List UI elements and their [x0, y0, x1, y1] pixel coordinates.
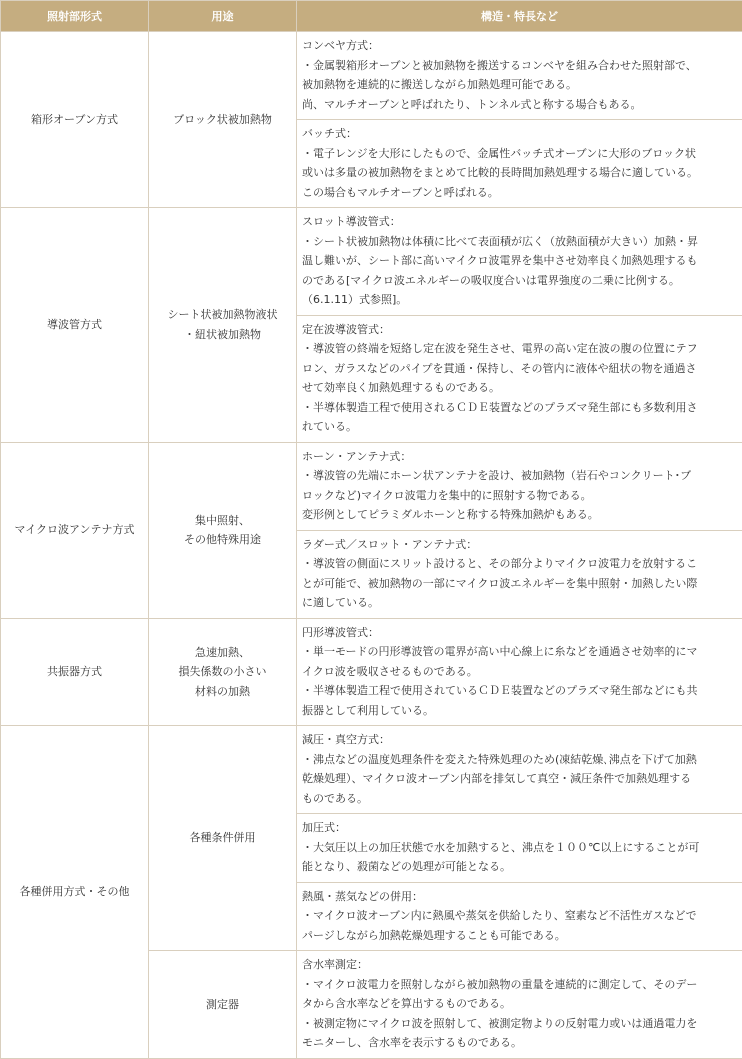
table-row: [1, 208, 742, 316]
table-row: [1, 726, 742, 814]
use-cell: [149, 32, 297, 208]
feature-title: 含水率測定：: [302, 955, 738, 975]
feature-line: れている。: [302, 417, 738, 437]
feature-cell: [297, 315, 742, 442]
method-cell: [1, 32, 149, 208]
feature-title: コンベヤ方式：: [302, 36, 738, 56]
use-cell: [149, 618, 297, 726]
feature-title: ラダー式／スロット・アンテナ式：: [302, 535, 738, 555]
feature-line: ・マイクロ波電力を照射しながら被加熱物の重量を連続的に測定して、そのデー: [302, 975, 738, 995]
use-label: その他特殊用途: [149, 530, 296, 550]
feature-line: に適している。: [302, 593, 738, 613]
feature-cell: [297, 120, 742, 208]
method-cell: [1, 208, 149, 443]
feature-line: この場合もマルチオーブンと呼ばれる。: [302, 183, 738, 203]
feature-line: 能となり、殺菌などの処理が可能となる。: [302, 857, 738, 877]
feature-cell: [297, 882, 742, 951]
method-label: 各種併用方式・その他: [1, 882, 148, 902]
use-label: 損失係数の小さい: [149, 662, 296, 682]
use-label: ブロック状被加熱物: [149, 110, 296, 130]
feature-line: パージしながら加熱乾燥処理することも可能である。: [302, 926, 738, 946]
feature-title: スロット導波管式：: [302, 212, 738, 232]
feature-line: ・マイクロ波オーブン内に熱風や蒸気を供給したり、窒素など不活性ガスなどで: [302, 906, 738, 926]
table-row: [1, 618, 742, 726]
table-row: [1, 442, 742, 530]
feature-line: ・単一モードの円形導波管の電界が高い中心線上に糸などを通過させ効率的にマ: [302, 642, 738, 662]
feature-line: 温し難いが、シート部に高いマイクロ波電界を集中させ効率良く加熱処理するも: [302, 251, 738, 271]
use-cell: [149, 951, 297, 1059]
use-label: ・紐状被加熱物: [149, 325, 296, 345]
feature-line: ・大気圧以上の加圧状態で水を加熱すると、沸点を１００℃以上にすることが可: [302, 838, 738, 858]
feature-line: ・金属製箱形オーブンと被加熱物を搬送するコンベヤを組み合わせた照射部で、: [302, 56, 738, 76]
feature-line: 被加熱物を連続的に搬送しながら加熱処理可能である。: [302, 75, 738, 95]
feature-title: 熱風・蒸気などの併用：: [302, 887, 738, 907]
feature-line: ・導波管の側面にスリット設けると、その部分よりマイクロ波電力を放射するこ: [302, 554, 738, 574]
feature-line: 乾燥処理）、マイクロ波オーブン内部を排気して真空・減圧条件で加熱処理する: [302, 769, 738, 789]
feature-line: ものである。: [302, 789, 738, 809]
feature-title: 円形導波管式：: [302, 623, 738, 643]
feature-cell: [297, 618, 742, 726]
method-cell: [1, 442, 149, 618]
feature-line: ・シート状被加熱物は体積に比べて表面積が広く（放熱面積が大きい）加熱・昇: [302, 232, 738, 252]
feature-line: ・半導体製造工程で使用されているＣＤＥ装置などのプラズマ発生部などにも共: [302, 681, 738, 701]
feature-line: モニターし、含水率を表示するものである。: [302, 1033, 738, 1053]
feature-cell: [297, 208, 742, 316]
feature-line: のである[マイクロ波エネルギーの吸収度合いは電界強度の二乗に比例する。: [302, 271, 738, 291]
feature-line: ・半導体製造工程で使用されるＣＤＥ装置などのプラズマ発生部にも多数利用さ: [302, 398, 738, 418]
feature-line: ・被測定物にマイクロ波を照射して、被測定物よりの反射電力或いは通過電力を: [302, 1014, 738, 1034]
feature-line: ・電子レンジを大形にしたもので、金属性バッチ式オーブンに大形のブロック状: [302, 144, 738, 164]
header-row: [1, 1, 742, 32]
header-features: 構造・特長など: [297, 1, 742, 32]
method-label: マイクロ波アンテナ方式: [1, 520, 148, 540]
feature-line: タから含水率などを算出するものである。: [302, 994, 738, 1014]
use-label: 各種条件併用: [149, 828, 296, 848]
feature-line: ・沸点などの温度処理条件を変えた特殊処理のため(凍結乾燥､沸点を下げて加熱: [302, 750, 738, 770]
method-label: 箱形オーブン方式: [1, 110, 148, 130]
use-cell: [149, 726, 297, 951]
use-cell: [149, 208, 297, 443]
feature-line: ロン、ガラスなどのパイプを貫通・保持し、その管内に液体や紐状の物を通過さ: [302, 359, 738, 379]
table-row: [1, 32, 742, 120]
feature-cell: [297, 530, 742, 618]
method-cell: [1, 726, 149, 1059]
use-label: 測定器: [149, 995, 296, 1015]
header-method: 照射部形式: [1, 1, 149, 32]
feature-title: 減圧・真空方式：: [302, 730, 738, 750]
feature-line: 振器として利用している。: [302, 701, 738, 721]
method-label: 導波管方式: [1, 315, 148, 335]
feature-line: せて効率良く加熱処理するものである。: [302, 378, 738, 398]
feature-line: （6.1.11）式参照]。: [302, 290, 738, 310]
feature-cell: [297, 32, 742, 120]
feature-title: 定在波導波管式：: [302, 320, 738, 340]
feature-line: 或いは多量の被加熱物をまとめて比較的長時間加熱処理する場合に適している。: [302, 163, 738, 183]
table-body: [1, 32, 742, 1059]
feature-line: イクロ波を吸収させるものである。: [302, 662, 738, 682]
feature-line: ・導波管の終端を短絡し定在波を発生させ、電界の高い定在波の腹の位置にテフ: [302, 339, 738, 359]
feature-line: 変形例としてピラミダルホーンと称する特殊加熱炉もある。: [302, 505, 738, 525]
feature-line: 尚、マルチオーブンと呼ばれたり、トンネル式と称する場合もある。: [302, 95, 738, 115]
use-label: シート状被加熱物液状: [149, 305, 296, 325]
feature-title: 加圧式：: [302, 818, 738, 838]
feature-line: とが可能で、被加熱物の一部にマイクロ波エネルギーを集中照射・加熱したい際: [302, 574, 738, 594]
method-cell: [1, 618, 149, 726]
feature-title: ホーン・アンテナ式：: [302, 447, 738, 467]
feature-line: ・導波管の先端にホーン状アンテナを設け、被加熱物（岩石やコンクリート･ブ: [302, 466, 738, 486]
feature-cell: [297, 951, 742, 1059]
use-label: 急速加熱、: [149, 643, 296, 663]
feature-line: ロックなど)マイクロ波電力を集中的に照射する物である。: [302, 486, 738, 506]
feature-cell: [297, 442, 742, 530]
header-use: 用途: [149, 1, 297, 32]
feature-title: バッチ式：: [302, 124, 738, 144]
use-cell: [149, 442, 297, 618]
method-label: 共振器方式: [1, 662, 148, 682]
use-label: 集中照射、: [149, 511, 296, 531]
feature-cell: [297, 726, 742, 814]
feature-cell: [297, 814, 742, 883]
use-label: 材料の加熱: [149, 682, 296, 702]
